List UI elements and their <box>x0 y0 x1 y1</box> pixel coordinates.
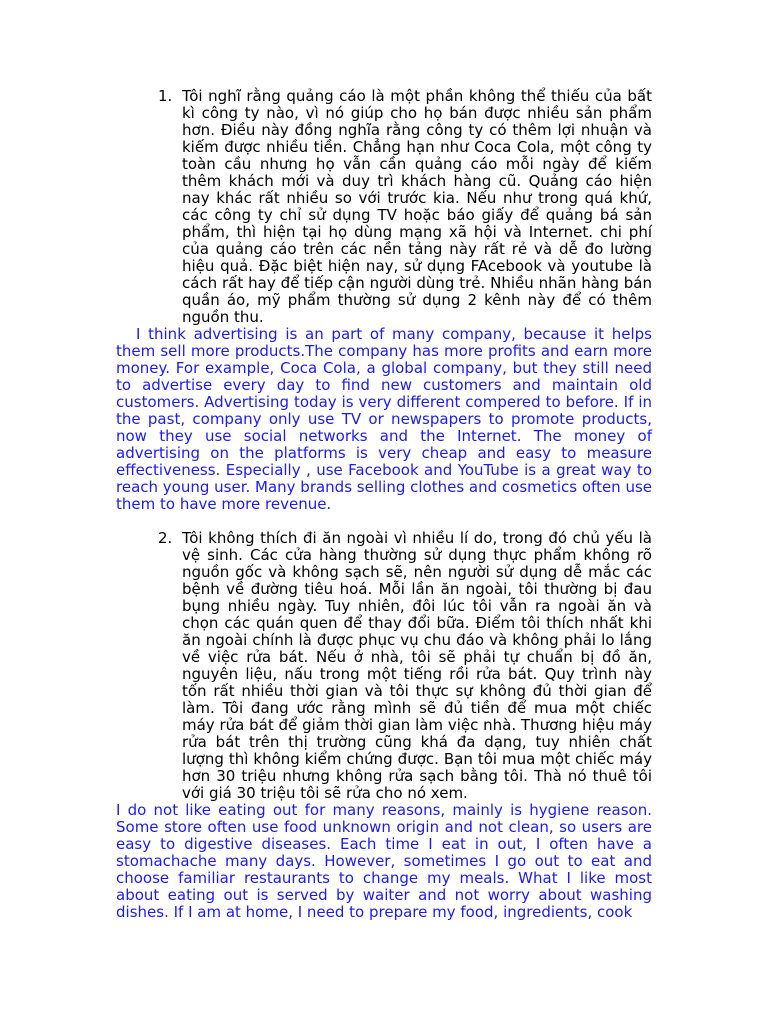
vietnamese-paragraph-2: Tôi không thích đi ăn ngoài vì nhiều lí do, trong đó chủ yếu là vệ sinh. Các cửa hàng thường sử dụng thực phẩm không rõ nguồn gốc và không sạch sẽ, nên người sử dụng dễ mắc các bệnh về đường tiêu hoá. Mỗi lần ăn ngoài, tôi thường bị đau bụng nhiều ngày. Tuy nhiên, đôi lúc tôi vẫn ra ngoài ăn và chọn các quán quen để thay đổi bữa. Điểm tôi thích nhất khi ăn ngoài chính là được phục vụ chu đáo và không phải lo lắng về việc rửa bát. Nếu ở nhà, tôi sẽ phải tự chuẩn bị đồ ăn, nguyên liệu, nấu trong một tiếng rồi rửa bát. Quy trình này tốn rất nhiều thời gian và tôi thực sự không đủ thời gian để làm. Tôi đang ước rằng mình sẽ đủ tiền để mua một chiếc máy rửa bát để giảm thời gian làm việc nhà. Thương hiệu máy rửa bát trên thị trường cũng khá đa dạng, tuy nhiên chất lượng thì không kiểm chứng được. Bạn tôi mua một chiếc máy hơn 30 triệu nhưng không rửa sạch bằng tôi. Thà nó thuê tôi với giá 30 triệu tôi sẽ rửa cho nó xem. <box>182 529 652 802</box>
list-item-number: 1. <box>158 87 173 105</box>
list-item-2 <box>158 530 652 802</box>
list-item-1 <box>158 88 652 326</box>
english-paragraph-2: I do not like eating out for many reasons, mainly is hygiene reason. Some store often use food unknown origin and not clean, so users are easy to digestive diseases. Each time I eat in out, I often have a stomachache many days. However, sometimes I go out to eat and choose familiar restaurants to change my meals. What I like most about eating out is served by waiter and not worry about washing dishes. If I am at home, I need to prepare my food, ingredients, cook <box>116 801 652 921</box>
vietnamese-paragraph-1: Tôi nghĩ rằng quảng cáo là một phần không thể thiếu của bất kì công ty nào, vì nó giúp cho họ bán được nhiều sản phẩm hơn. Điều này đồng nghĩa rằng công ty có thêm lợi nhuận và kiếm được nhiều tiền. Chẳng hạn như Coca Cola, một công ty toàn cầu nhưng họ vẫn cần quảng cáo mỗi ngày để kiếm thêm khách mới và duy trì khách hàng cũ. Quảng cáo hiện nay khác rất nhiều so với trước kia. Nếu như trong quá khứ, các công ty chỉ sử dụng TV hoặc báo giấy để quảng bá sản phẩm, thì hiện tại họ dùng mạng xã hội và Internet. chi phí của quảng cáo trên các nền tảng này rất rẻ và dễ đo lường hiệu quả. Đặc biệt hiện nay, sử dụng FAcebook và youtube là cách rất hay để tiếp cận người dùng trẻ. Nhiều nhãn hàng bán quần áo, mỹ phẩm thường sử dụng 2 kênh này để có thêm nguồn thu. <box>182 87 652 326</box>
list-item-number: 2. <box>158 529 173 547</box>
english-paragraph-1: I think advertising is an part of many company, because it helps them sell more products.The company has more profits and earn more money. For example, Coca Cola, a global company, but they still need to advertise every day to find new customers and maintain old customers. Advertising today is very different compered to before. If in the past, company only use TV or newspapers to promote products, now they use social networks and the Internet. The money of advertising on the platforms is very cheap and easy to measure effectiveness. Especially , use Facebook and YouTube is a great way to reach young user. Many brands selling clothes and cosmetics often use them to have more revenue. <box>116 325 653 513</box>
